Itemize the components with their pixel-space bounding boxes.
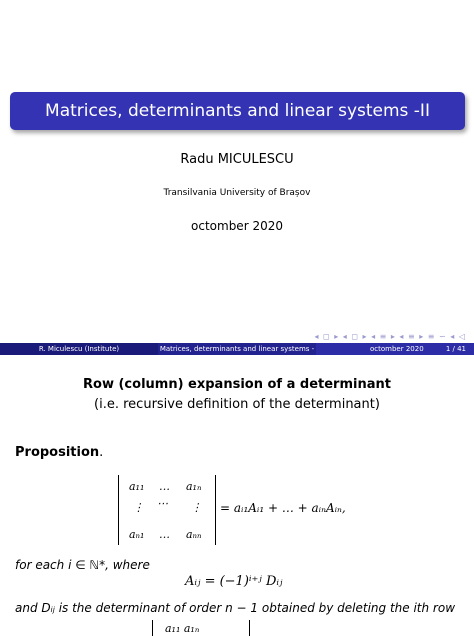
proposition-dot: . [99, 445, 104, 460]
slide-footer [0, 343, 474, 355]
footer-author-box [0, 343, 158, 355]
slide-title: Matrices, determinants and linear systems -II [10, 92, 465, 130]
footer-author: R. Miculescu (Institute) [38, 345, 120, 353]
institution: Transilvania University of Brașov [163, 188, 311, 198]
cofactor-formula: Aᵢⱼ = (−1)ⁱ⁺ʲ Dᵢⱼ [185, 574, 283, 589]
footer-title-box [158, 343, 316, 355]
matrix-cell: ⋯ [157, 497, 168, 510]
partial-determinant-row: a₁₁ a₁ₙ [165, 622, 200, 635]
matrix-cell: aₙₙ [186, 528, 202, 541]
matrix-cell: … [159, 480, 170, 493]
author-name: Radu MICULESCU [180, 152, 294, 167]
expansion-equation: = aᵢ₁Aᵢ₁ + … + aᵢₙAᵢₙ, [220, 501, 346, 515]
footer-title: Matrices, determinants and linear systems - [159, 345, 315, 353]
presentation-date: octomber 2020 [191, 219, 283, 233]
for-each-text: for each i ∈ ℕ*, where [15, 558, 150, 572]
determinant-matrix [118, 475, 216, 545]
slide-subheading: (i.e. recursive definition of the determinant) [94, 397, 380, 412]
footer-page-number: 1 / 41 [445, 345, 466, 353]
beamer-navigation-icons[interactable]: ◂ ◻ ▸ ◂ ◻ ▸ ◂ ≡ ▸ ◂ ≡ ▸ ≡ ∽ ◂ ◁ [314, 332, 466, 341]
matrix-cell: … [159, 528, 170, 541]
minor-definition-text: and Dᵢⱼ is the determinant of order n − 1 obtained by deleting the ith row [15, 601, 456, 615]
proposition-word: Proposition [15, 445, 100, 460]
footer-date: octomber 2020 [370, 345, 424, 353]
slide-heading: Row (column) expansion of a determinant [83, 377, 391, 392]
content-slide [0, 365, 474, 635]
matrix-cell: a₁₁ [129, 480, 145, 493]
matrix-cell: ⋮ [191, 501, 202, 514]
matrix-cell: a₁ₙ [186, 480, 202, 493]
matrix-cell: ⋮ [133, 501, 144, 514]
slide-separator [0, 355, 474, 365]
proposition-label [15, 445, 103, 460]
partial-determinant [152, 620, 250, 636]
matrix-cell: aₙ₁ [129, 528, 145, 541]
